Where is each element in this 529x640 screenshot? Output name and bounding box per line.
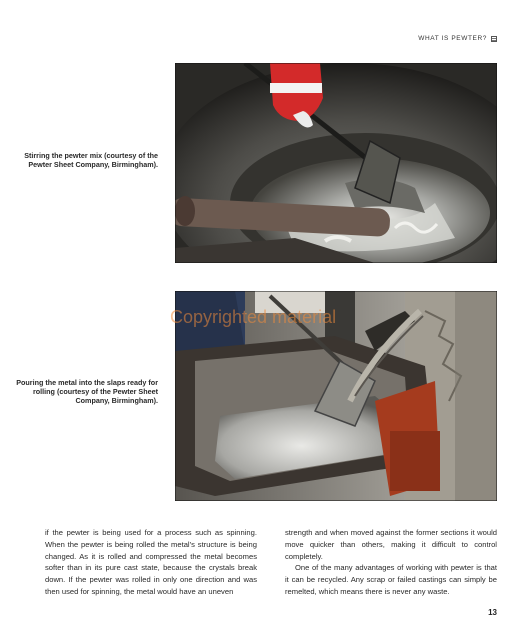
caption-stirring: Stirring the pewter mix (courtesy of the Pewter Sheet Company, Birmingham). bbox=[24, 151, 158, 170]
running-header bbox=[418, 35, 497, 42]
body-text-right-column bbox=[285, 527, 497, 598]
running-header-title: WHAT IS PEWTER? bbox=[418, 35, 487, 42]
page-number: 13 bbox=[488, 608, 497, 617]
caption-pouring: Pouring the metal into the slaps ready for rolling (courtesy of the Pewter Sheet Company, Birmingham). bbox=[16, 378, 158, 406]
photo-stirring-pewter bbox=[175, 63, 497, 263]
body-paragraph: One of the many advantages of working with pewter is that it can be recycled. Any scrap or failed castings can simply be remelted, which means there is never any waste. bbox=[285, 563, 497, 596]
copyright-watermark: Copyrighted material bbox=[170, 307, 337, 327]
hatched-square-icon bbox=[491, 36, 497, 42]
body-paragraph: strength and when moved against the former sections it would move quicker than others, making it difficult to control completely. bbox=[285, 528, 497, 561]
body-text-left-column bbox=[45, 527, 257, 598]
body-paragraph: if the pewter is being used for a process such as spinning. When the pewter is being rolled the metal’s structure is being changed. As it is rolled and compressed the metal becomes softer than in its pure cast state, because the crystals break down. If the pewter was rolled in only one direction and was then used for spinning, the metal would have an uneven bbox=[45, 528, 257, 596]
